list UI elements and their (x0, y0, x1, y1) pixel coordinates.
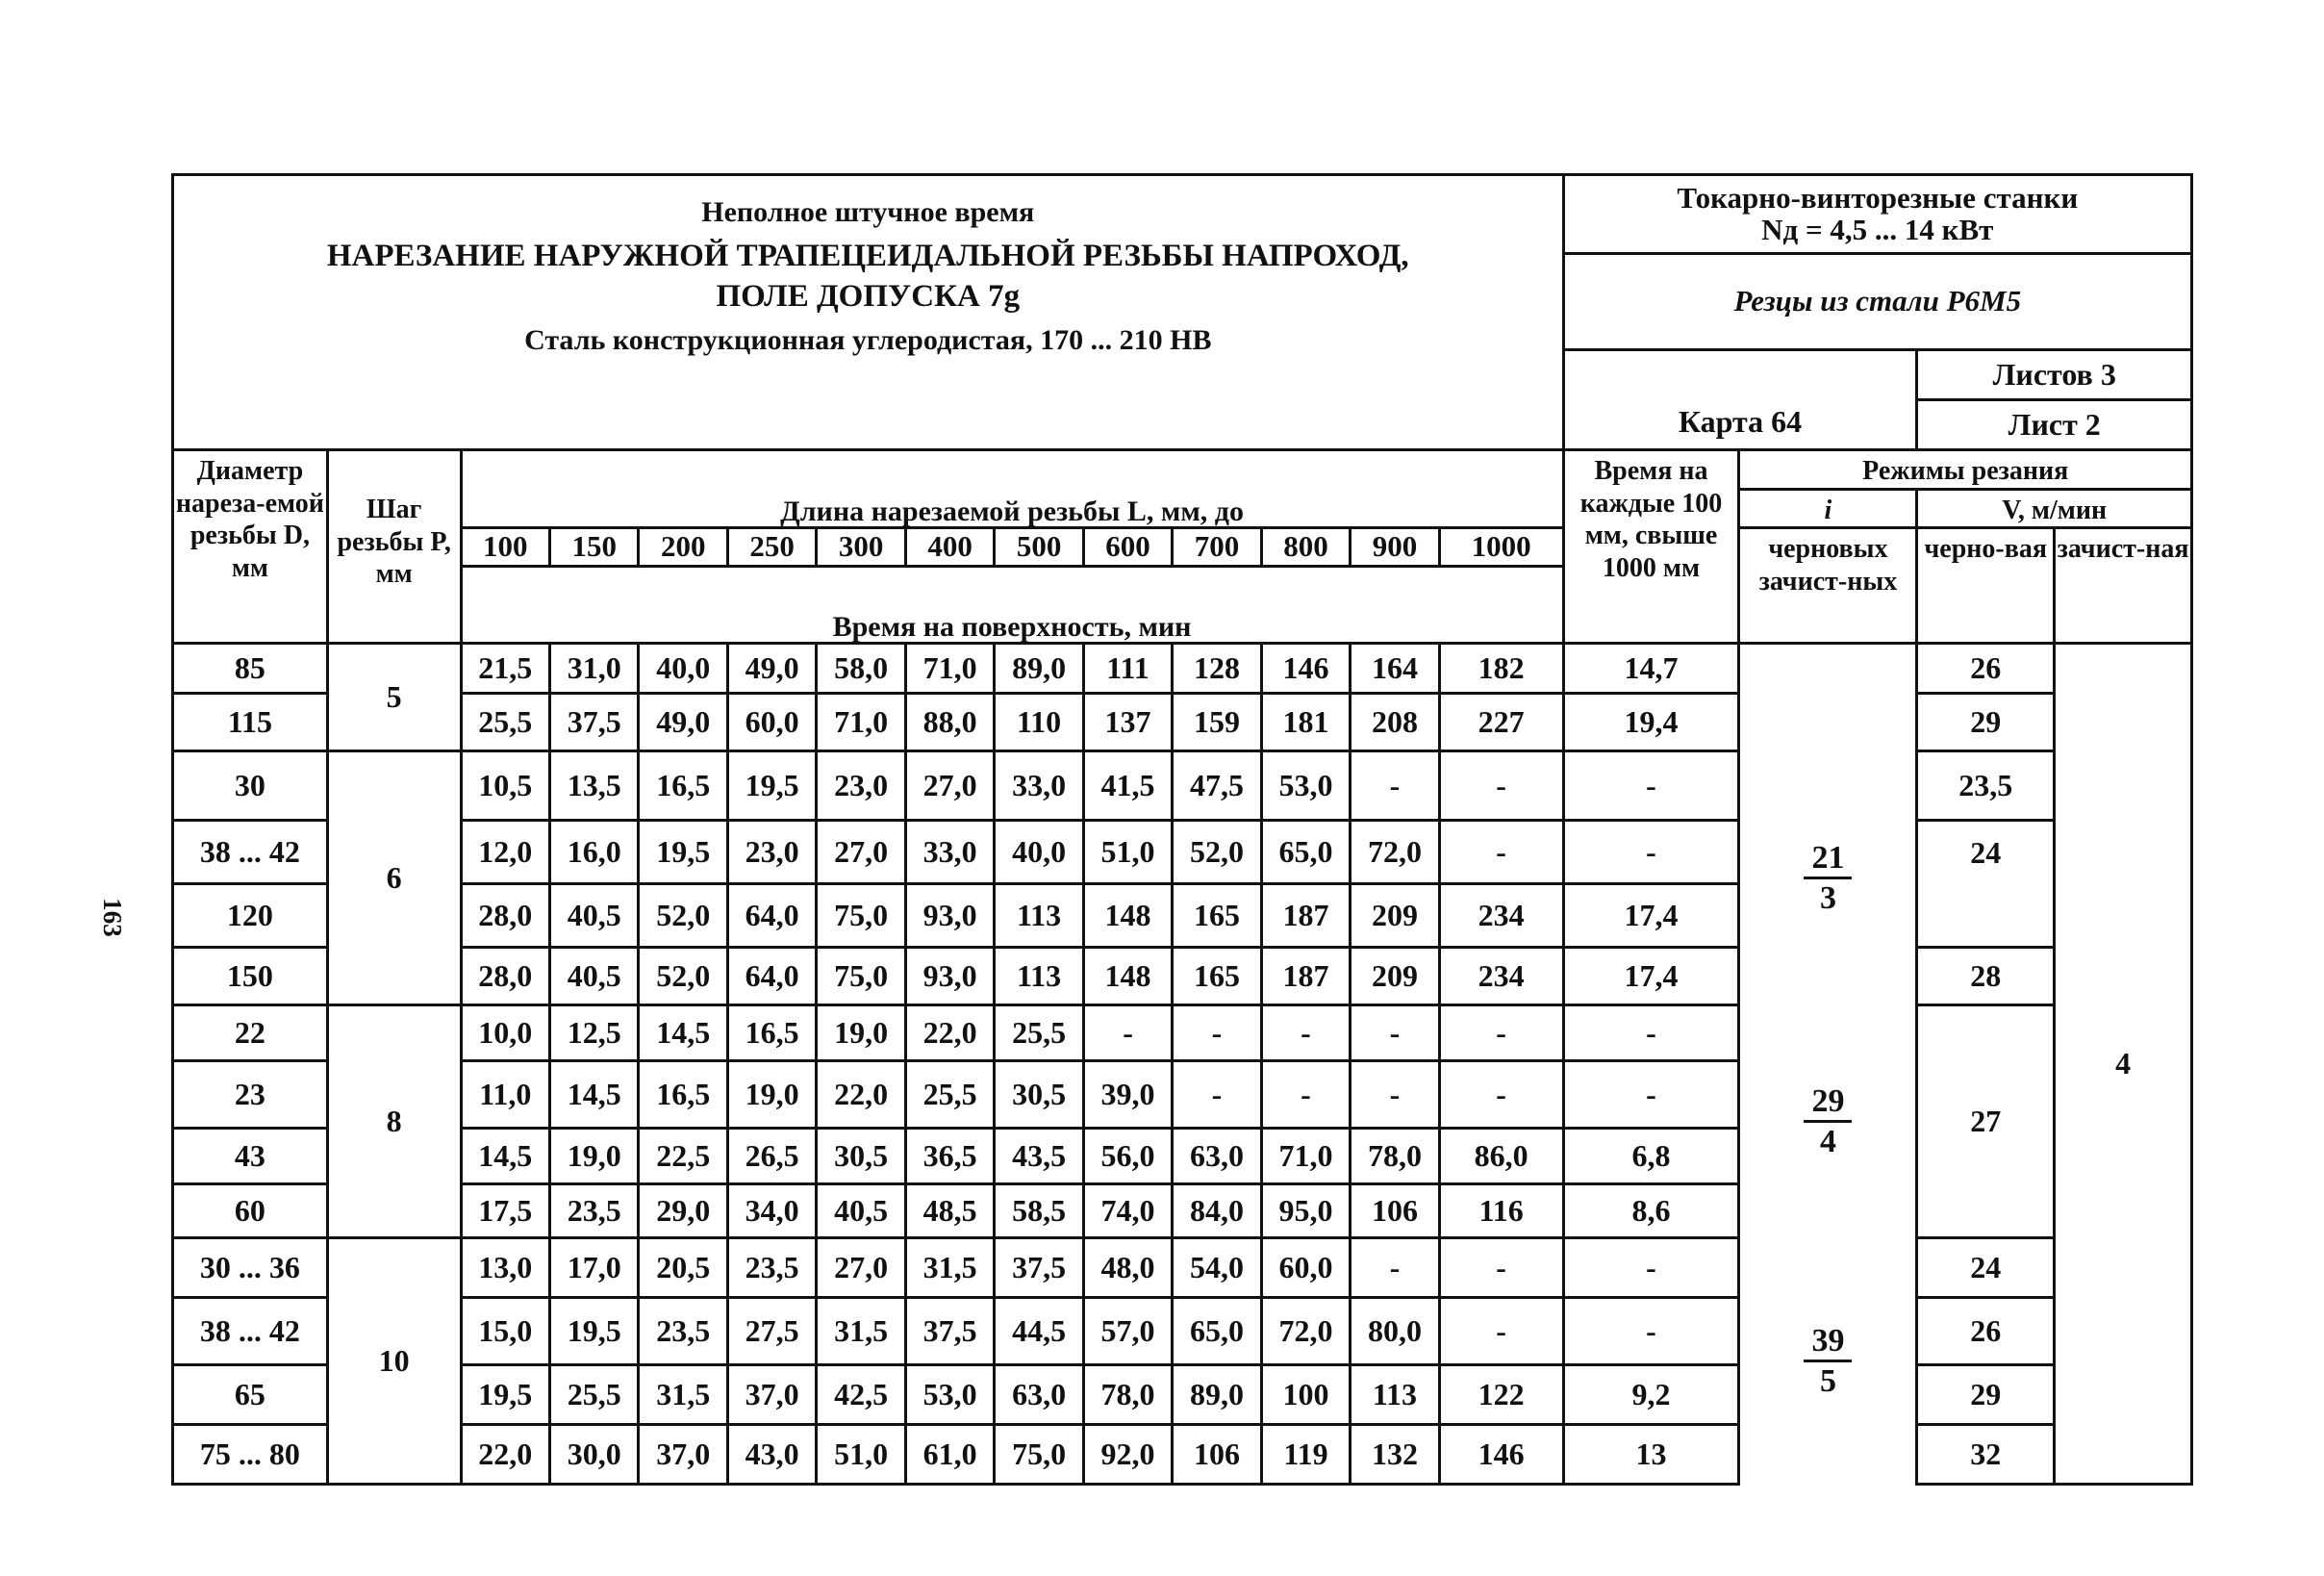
time-cell: 23,0 (817, 751, 905, 821)
i-rough-finish-header: черновых зачист-ных (1739, 528, 1917, 644)
time-cell: 27,0 (905, 751, 994, 821)
time-cell: 65,0 (1173, 1298, 1261, 1365)
time-cell: 187 (1261, 948, 1350, 1005)
length-col: 600 (1083, 528, 1172, 567)
time-cell: 23,5 (727, 1238, 816, 1298)
time-cell: 58,5 (995, 1184, 1083, 1238)
length-col: 1000 (1439, 528, 1563, 567)
time-cell: 42,5 (817, 1365, 905, 1425)
length-col: 700 (1173, 528, 1261, 567)
length-col: 150 (549, 528, 638, 567)
time-cell: 13,5 (549, 751, 638, 821)
time-cell: 57,0 (1083, 1298, 1172, 1365)
i-fraction (1804, 839, 1852, 917)
time-cell: 148 (1083, 948, 1172, 1005)
time-cell: 71,0 (817, 694, 905, 751)
time-cell: 41,5 (1083, 751, 1172, 821)
i-fraction (1804, 1322, 1852, 1400)
table-row (173, 1005, 2192, 1061)
pitch-cell: 8 (327, 1005, 461, 1238)
time-cell: 28,0 (461, 948, 549, 1005)
time-cell: 51,0 (817, 1425, 905, 1485)
v-finish-cell: 4 (2055, 644, 2192, 1485)
time-cell: 37,5 (905, 1298, 994, 1365)
header-line-3: ПОЛЕ ДОПУСКА 7g (716, 279, 1021, 315)
time-cell: 132 (1351, 1425, 1439, 1485)
time-cell: 234 (1439, 948, 1563, 1005)
time-cell: 64,0 (727, 948, 816, 1005)
v-rough-cell: 28 (1917, 948, 2055, 1005)
v-rough-cell (1917, 884, 2055, 948)
time-cell: 53,0 (905, 1365, 994, 1425)
time-cell: 165 (1173, 948, 1261, 1005)
time-cell: 28,0 (461, 884, 549, 948)
time-cell: - (1261, 1005, 1350, 1061)
time-cell: 49,0 (727, 644, 816, 694)
length-col: 800 (1261, 528, 1350, 567)
time-cell: 137 (1083, 694, 1172, 751)
time-cell: 17,5 (461, 1184, 549, 1238)
time-cell: 113 (995, 884, 1083, 948)
v-rough-cell: 29 (1917, 694, 2055, 751)
time-cell: 19,0 (549, 1129, 638, 1184)
machine-line-1: Токарно-винторезные станки (1677, 180, 2079, 215)
time-cell: 20,5 (639, 1238, 727, 1298)
time-cell: 23,0 (727, 821, 816, 884)
pitch-cell: 5 (327, 644, 461, 751)
time-cell: 22,0 (817, 1061, 905, 1129)
time-cell: 30,0 (549, 1425, 638, 1485)
time-cell: 75,0 (817, 948, 905, 1005)
time-cell: 22,0 (905, 1005, 994, 1061)
time-cell: 33,0 (905, 821, 994, 884)
time-cell: 19,5 (461, 1365, 549, 1425)
time-cell: 48,5 (905, 1184, 994, 1238)
time-cell: 40,5 (549, 884, 638, 948)
per-100mm-cell: - (1563, 751, 1739, 821)
time-cell: 86,0 (1439, 1129, 1563, 1184)
time-cell: 146 (1439, 1425, 1563, 1485)
i-numerator: 39 (1804, 1322, 1852, 1362)
time-cell: 25,5 (995, 1005, 1083, 1061)
time-cell: 128 (1173, 644, 1261, 694)
i-denominator: 4 (1819, 1124, 1836, 1160)
time-cell: 27,0 (817, 1238, 905, 1298)
time-cell: 89,0 (1173, 1365, 1261, 1425)
per-100mm-cell: 13 (1563, 1425, 1739, 1485)
time-cell: 11,0 (461, 1061, 549, 1129)
time-cell: 23,5 (549, 1184, 638, 1238)
time-cell: 52,0 (639, 884, 727, 948)
length-col: 400 (905, 528, 994, 567)
i-cell (1739, 1005, 1917, 1238)
length-col: 500 (995, 528, 1083, 567)
diameter-cell: 38 ... 42 (173, 821, 328, 884)
time-cell: - (1439, 1238, 1563, 1298)
time-cell: 19,5 (639, 821, 727, 884)
time-cell: 111 (1083, 644, 1172, 694)
time-cell: 44,5 (995, 1298, 1083, 1365)
time-cell: - (1173, 1005, 1261, 1061)
time-cell: 30,5 (817, 1129, 905, 1184)
time-cell: 27,5 (727, 1298, 816, 1365)
document-header (173, 175, 1564, 450)
time-cell: 34,0 (727, 1184, 816, 1238)
length-values-row (173, 528, 2192, 567)
time-cell: 25,5 (549, 1365, 638, 1425)
time-cell: 234 (1439, 884, 1563, 948)
time-cell: - (1351, 1238, 1439, 1298)
time-cell: - (1439, 1298, 1563, 1365)
time-cell: 21,5 (461, 644, 549, 694)
time-cell: 181 (1261, 694, 1350, 751)
time-cell: 209 (1351, 884, 1439, 948)
diameter-cell: 65 (173, 1365, 328, 1425)
machine-cell (1563, 175, 2191, 254)
time-cell: 10,5 (461, 751, 549, 821)
diameter-cell: 30 (173, 751, 328, 821)
time-cell: 63,0 (1173, 1129, 1261, 1184)
length-col: 100 (461, 528, 549, 567)
time-cell: 116 (1439, 1184, 1563, 1238)
i-cell (1739, 751, 1917, 1005)
col-diameter-header: Диаметр нареза-емой резьбы D, мм (173, 450, 328, 644)
time-cell: 64,0 (727, 884, 816, 948)
per-100mm-cell: - (1563, 1061, 1739, 1129)
time-cell: 93,0 (905, 948, 994, 1005)
length-header: Длина нарезаемой резьбы L, мм, до (461, 450, 1563, 528)
time-cell: 40,0 (995, 821, 1083, 884)
time-cell: 88,0 (905, 694, 994, 751)
time-cell: 51,0 (1083, 821, 1172, 884)
per-100mm-cell: 6,8 (1563, 1129, 1739, 1184)
time-cell: 146 (1261, 644, 1350, 694)
time-cell: - (1351, 751, 1439, 821)
time-cell: 30,5 (995, 1061, 1083, 1129)
time-cell: 16,0 (549, 821, 638, 884)
v-rough-cell: 27 (1917, 1005, 2055, 1238)
time-cell: 92,0 (1083, 1425, 1172, 1485)
time-cell: 19,5 (727, 751, 816, 821)
time-cell: 40,5 (817, 1184, 905, 1238)
time-cell: 72,0 (1261, 1298, 1350, 1365)
time-cell: 22,0 (461, 1425, 549, 1485)
v-header: V, м/мин (1917, 489, 2192, 528)
time-cell: - (1439, 1061, 1563, 1129)
table-row (173, 644, 2192, 694)
time-cell: - (1351, 1061, 1439, 1129)
time-cell: 74,0 (1083, 1184, 1172, 1238)
table-row (173, 751, 2192, 821)
v-rough-cell: 23,5 (1917, 751, 2055, 821)
time-cell: 227 (1439, 694, 1563, 751)
i-numerator: 29 (1804, 1082, 1852, 1123)
header-line-2: НАРЕЗАНИЕ НАРУЖНОЙ ТРАПЕЦЕИДАЛЬНОЙ РЕЗЬБЫ НАПРОХОД, (326, 238, 1409, 273)
per-100mm-cell: 8,6 (1563, 1184, 1739, 1238)
per-100mm-cell: 14,7 (1563, 644, 1739, 694)
time-cell: 71,0 (1261, 1129, 1350, 1184)
diameter-cell: 150 (173, 948, 328, 1005)
diameter-cell: 60 (173, 1184, 328, 1238)
time-cell: 15,0 (461, 1298, 549, 1365)
diameter-cell: 23 (173, 1061, 328, 1129)
diameter-cell: 75 ... 80 (173, 1425, 328, 1485)
length-col: 300 (817, 528, 905, 567)
time-cell: 159 (1173, 694, 1261, 751)
v-rough-header: черно-вая (1917, 528, 2055, 644)
time-cell: 23,5 (639, 1298, 727, 1365)
diameter-cell: 115 (173, 694, 328, 751)
v-rough-cell: 24 (1917, 821, 2055, 884)
cutting-modes-header: Режимы резания (1739, 450, 2192, 490)
time-cell: 187 (1261, 884, 1350, 948)
time-cell: 182 (1439, 644, 1563, 694)
length-col: 250 (727, 528, 816, 567)
time-cell: 14,5 (549, 1061, 638, 1129)
diameter-cell: 22 (173, 1005, 328, 1061)
time-cell: 89,0 (995, 644, 1083, 694)
diameter-cell: 43 (173, 1129, 328, 1184)
i-numerator: 21 (1804, 839, 1852, 879)
time-cell: 26,5 (727, 1129, 816, 1184)
time-cell: 31,0 (549, 644, 638, 694)
time-cell: 113 (995, 948, 1083, 1005)
per-100mm-cell: 17,4 (1563, 948, 1739, 1005)
time-cell: - (1351, 1005, 1439, 1061)
time-cell: 78,0 (1083, 1365, 1172, 1425)
time-cell: 37,0 (727, 1365, 816, 1425)
time-cell: 33,0 (995, 751, 1083, 821)
time-cell: 84,0 (1173, 1184, 1261, 1238)
time-cell: 43,5 (995, 1129, 1083, 1184)
time-cell: 31,5 (905, 1238, 994, 1298)
time-cell: 165 (1173, 884, 1261, 948)
time-cell: 12,0 (461, 821, 549, 884)
time-cell: 48,0 (1083, 1238, 1172, 1298)
time-cell: 164 (1351, 644, 1439, 694)
time-cell: 75,0 (995, 1425, 1083, 1485)
per-100mm-cell: - (1563, 1005, 1739, 1061)
diameter-cell: 38 ... 42 (173, 1298, 328, 1365)
time-cell: 19,0 (817, 1005, 905, 1061)
time-cell: 72,0 (1351, 821, 1439, 884)
time-cell: 47,5 (1173, 751, 1261, 821)
time-cell: 25,5 (905, 1061, 994, 1129)
col-per100-header: Время на каждые 100 мм, свыше 1000 мм (1563, 450, 1739, 644)
length-col: 900 (1351, 528, 1439, 567)
time-cell: 60,0 (727, 694, 816, 751)
v-rough-cell: 29 (1917, 1365, 2055, 1425)
time-cell: - (1173, 1061, 1261, 1129)
time-cell: - (1083, 1005, 1172, 1061)
time-cell: 58,0 (817, 644, 905, 694)
v-rough-cell: 32 (1917, 1425, 2055, 1485)
time-cell: 106 (1351, 1184, 1439, 1238)
i-header: i (1739, 489, 1917, 528)
time-cell: 17,0 (549, 1238, 638, 1298)
time-cell: 208 (1351, 694, 1439, 751)
time-cell: 31,5 (817, 1298, 905, 1365)
time-cell: 65,0 (1261, 821, 1350, 884)
time-cell: 113 (1351, 1365, 1439, 1425)
v-finish-header: зачист-ная (2055, 528, 2192, 644)
card-number: Карта 64 (1563, 350, 1917, 450)
time-cell: 71,0 (905, 644, 994, 694)
time-cell: 56,0 (1083, 1129, 1172, 1184)
per-100mm-cell: 9,2 (1563, 1365, 1739, 1425)
time-cell: 13,0 (461, 1238, 549, 1298)
time-cell: - (1439, 751, 1563, 821)
time-cell: 61,0 (905, 1425, 994, 1485)
time-cell: 49,0 (639, 694, 727, 751)
time-cell: 39,0 (1083, 1061, 1172, 1129)
per-100mm-cell: 19,4 (1563, 694, 1739, 751)
time-cell: 52,0 (1173, 821, 1261, 884)
cutting-time-table (171, 173, 2193, 1486)
time-cell: 16,5 (639, 751, 727, 821)
cutters-cell: Резцы из стали Р6М5 (1563, 254, 2191, 350)
time-cell: 40,5 (549, 948, 638, 1005)
header-line-1: Неполное штучное время (701, 196, 1035, 228)
page-number: 163 (97, 898, 127, 937)
time-cell: 209 (1351, 948, 1439, 1005)
table-body (173, 644, 2192, 1485)
diameter-cell: 120 (173, 884, 328, 948)
time-cell: 63,0 (995, 1365, 1083, 1425)
time-cell: 29,0 (639, 1184, 727, 1238)
time-cell: 36,5 (905, 1129, 994, 1184)
time-cell: 19,5 (549, 1298, 638, 1365)
time-cell: 100 (1261, 1365, 1350, 1425)
time-cell: 37,5 (549, 694, 638, 751)
time-cell: 110 (995, 694, 1083, 751)
table-row (173, 1238, 2192, 1298)
time-cell: 37,0 (639, 1425, 727, 1485)
time-cell: 40,0 (639, 644, 727, 694)
time-cell: 31,5 (639, 1365, 727, 1425)
per-100mm-cell: - (1563, 1238, 1739, 1298)
i-denominator: 3 (1819, 880, 1836, 917)
time-cell: 119 (1261, 1425, 1350, 1485)
time-cell: 27,0 (817, 821, 905, 884)
machine-line-2: Nд = 4,5 ... 14 кВт (1761, 212, 1994, 246)
per-100mm-cell: - (1563, 1298, 1739, 1365)
time-cell: 52,0 (639, 948, 727, 1005)
header-line-4: Сталь конструкционная углеродистая, 170 ... 210 НВ (524, 323, 1212, 356)
time-cell: 95,0 (1261, 1184, 1350, 1238)
time-cell: 53,0 (1261, 751, 1350, 821)
time-cell: 16,5 (639, 1061, 727, 1129)
time-cell: 93,0 (905, 884, 994, 948)
time-cell: 22,5 (639, 1129, 727, 1184)
per-100mm-cell: 17,4 (1563, 884, 1739, 948)
time-cell: 106 (1173, 1425, 1261, 1485)
time-cell: 10,0 (461, 1005, 549, 1061)
surface-time-header: Время на поверхность, мин (461, 567, 1563, 644)
time-cell: 75,0 (817, 884, 905, 948)
pitch-cell: 6 (327, 751, 461, 1005)
diameter-cell: 85 (173, 644, 328, 694)
time-cell: 80,0 (1351, 1298, 1439, 1365)
i-cell (1739, 1238, 1917, 1485)
v-rough-cell: 26 (1917, 644, 2055, 694)
time-cell: 122 (1439, 1365, 1563, 1425)
time-cell: 78,0 (1351, 1129, 1439, 1184)
length-col: 200 (639, 528, 727, 567)
v-rough-cell: 24 (1917, 1238, 2055, 1298)
i-cell (1739, 644, 1917, 751)
time-cell: 19,0 (727, 1061, 816, 1129)
time-cell: 37,5 (995, 1238, 1083, 1298)
i-fraction (1804, 1082, 1852, 1160)
time-cell: 14,5 (639, 1005, 727, 1061)
time-cell: - (1439, 821, 1563, 884)
per-100mm-cell: - (1563, 821, 1739, 884)
time-cell: 43,0 (727, 1425, 816, 1485)
time-cell: 14,5 (461, 1129, 549, 1184)
sheets-count: Листов 3 (1917, 350, 2192, 400)
diameter-cell: 30 ... 36 (173, 1238, 328, 1298)
i-denominator: 5 (1819, 1363, 1836, 1400)
time-cell: 16,5 (727, 1005, 816, 1061)
time-cell: 148 (1083, 884, 1172, 948)
time-cell: 60,0 (1261, 1238, 1350, 1298)
v-rough-cell: 26 (1917, 1298, 2055, 1365)
sheet-number: Лист 2 (1917, 400, 2192, 450)
time-cell: 54,0 (1173, 1238, 1261, 1298)
time-cell: - (1439, 1005, 1563, 1061)
time-cell: 12,5 (549, 1005, 638, 1061)
col-pitch-header: Шаг резьбы P, мм (327, 450, 461, 644)
pitch-cell: 10 (327, 1238, 461, 1485)
time-cell: 25,5 (461, 694, 549, 751)
time-cell: - (1261, 1061, 1350, 1129)
